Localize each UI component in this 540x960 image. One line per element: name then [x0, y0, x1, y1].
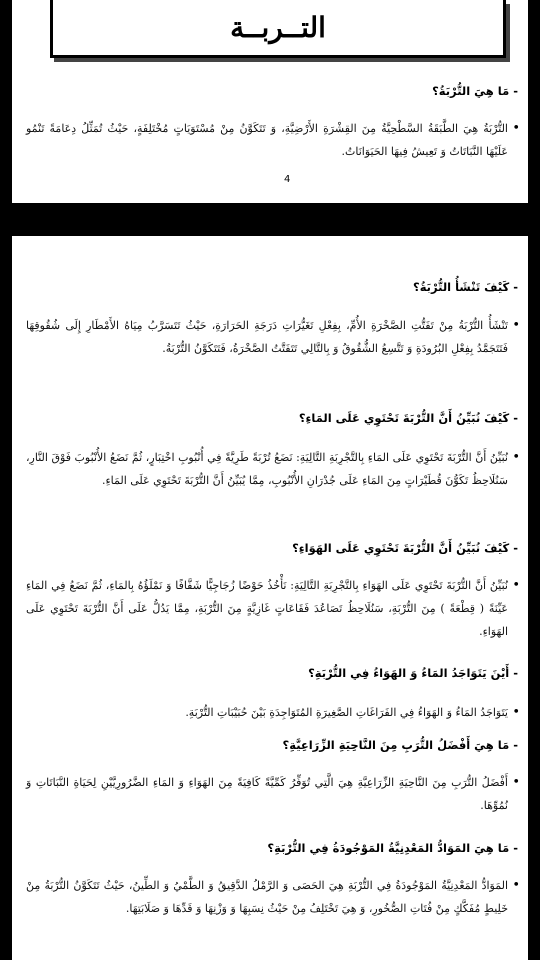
question-heading: - أَيْنَ يَتَوَاجَدُ المَاءُ وَ الهَوَاءُ فِي التُّرْبَةِ؟: [308, 666, 518, 680]
answer-paragraph: • التُّرْبَةُ هِيَ الطَّبَقَةُ السَّطْحِيَّةُ مِنَ القِشْرَةِ الأَرْضِيَّةِ، وَ تَتَكَوَّنُ مِنْ مُسْتَوَيَاتٍ مُخْتَلِفَةٍ، حَيْثُ تُمَثِّلُ دِعَامَةً تَنْمُو عَلَيْهَا النَّبَاتَاتُ وَ تَعِيشُ فِيهَا الحَيَوَانَاتُ.: [26, 117, 508, 163]
document-page-2: [12, 236, 528, 960]
page-number: 4: [284, 174, 291, 185]
question-heading: - كَيْفَ نُبَيِّنُ أَنَّ التُّرْبَةَ تَحْتَوِي عَلَى الهَوَاءِ؟: [292, 541, 518, 555]
answer-paragraph: • المَوَادُّ المَعْدِنِيَّةُ المَوْجُودَةُ فِي التُّرْبَةِ هِيَ الحَصَى وَ الرَّمْلُ الدَّقِيقُ وَ الطَّمْيُ وَ الطِّينُ، حَيْثُ تَتَكَوَّنُ التُّرْبَةُ مِنْ خَلِيطٍ مُفَكَّكٍ مِنْ فُتَاتِ الصُّخُورِ، وَ هِيَ تَخْتَلِفُ مِنْ حَيْثُ نِسَبِهَا وَ وَزْنِهَا وَ قَدِّهَا وَ صَلَابَتِهَا.: [26, 874, 508, 920]
question-heading: - مَا هِيَ المَوَادُّ المَعْدِنِيَّةُ المَوْجُودَةُ فِي التُّرْبَةِ؟: [267, 841, 518, 855]
answer-paragraph: • نُبَيِّنُ أَنَّ التُّرْبَةَ تَحْتَوِي عَلَى المَاءِ بِالتَّجْرِبَةِ التَّالِيَةِ: نَضَعُ تُرْبَةً طَرِيَّةً فِي أُنْبُوبِ اخْتِبَارٍ، ثُمَّ نَضَعُ الأُنْبُوبَ فَوْقَ النَّارِ، سَنُلَاحِظُ تَكَوُّنَ قُطَيْرَاتٍ مِنَ المَاءِ عَلَى جُدْرَانِ الأُنْبُوبِ، مِمَّا يُبَيِّنُ أَنَّ التُّرْبَةَ تَحْتَوِي عَلَى المَاءِ.: [26, 446, 508, 492]
answer-paragraph: • يَتَوَاجَدُ المَاءُ وَ الهَوَاءُ فِي الفَرَاغَاتِ الصَّغِيرَةِ المُتَوَاجِدَةِ بَيْنَ حُبَيْبَاتِ التُّرْبَةِ.: [26, 701, 508, 724]
page-title: التــربــة: [230, 11, 326, 44]
question-heading: - مَا هِيَ أَفْضَلُ التُّرَبِ مِنَ النَّاحِيَةِ الزِّرَاعِيَّةِ؟: [282, 738, 518, 752]
question-heading: - كَيْفَ تَنْشَأُ التُّرْبَةُ؟: [413, 280, 518, 294]
document-page-1: [12, 0, 528, 203]
answer-paragraph: • أَفْضَلُ التُّرَبِ مِنَ النَّاحِيَةِ الزِّرَاعِيَّةِ هِيَ الَّتِي تُوَفِّرُ كَمِّيَّةً كَافِيَةً مِنَ الهَوَاءِ وَ المَاءِ الضَّرُورِيَّيْنِ لِحَيَاةِ النَّبَاتَاتِ وَ نُمُوِّهَا.: [26, 771, 508, 817]
question-heading: - كَيْفَ نُبَيِّنُ أَنَّ التُّرْبَةَ تَحْتَوِي عَلَى المَاءِ؟: [298, 411, 518, 425]
question-heading: - مَا هِيَ التُّرْبَةُ؟: [432, 84, 518, 98]
title-box: [50, 0, 506, 58]
answer-paragraph: • نُبَيِّنُ أَنَّ التُّرْبَةَ تَحْتَوِي عَلَى الهَوَاءِ بِالتَّجْرِبَةِ التَّالِيَةِ: نَأْخُذُ حَوْضًا زُجَاجِيًّا شَفَّافًا وَ نَمْلَؤُهُ بِالمَاءِ، ثُمَّ نَضَعُ فِي المَاءِ عَيِّنَةً ( قِطْعَةً ) مِنَ التُّرْبَةِ، سَنُلَاحِظُ تَصَاعُدَ فَقَاعَاتٍ غَازِيَّةٍ مِنَ التُّرْبَةِ، مِمَّا يَدُلُّ عَلَى أَنَّ التُّرْبَةَ تَحْتَوِي عَلَى الهَوَاءِ.: [26, 574, 508, 643]
answer-paragraph: • تَنْشَأُ التُّرْبَةُ مِنْ تَفَتُّتِ الصَّخْرَةِ الأُمِّ، بِفِعْلِ تَغَيُّرَاتِ دَرَجَةِ الحَرَارَةِ، حَيْثُ تَتَسَرَّبُ مِيَاهُ الأَمْطَارِ إِلَى شُقُوقِهَا فَتَتَجَمَّدُ بِفِعْلِ البُرُودَةِ وَ تَتَّسِعُ الشُّقُوقُ وَ بِالتَّالِي تَتَفَتَّتُ الصَّخْرَةُ، فَتَتَكَوَّنُ التُّرْبَةُ.: [26, 314, 508, 360]
